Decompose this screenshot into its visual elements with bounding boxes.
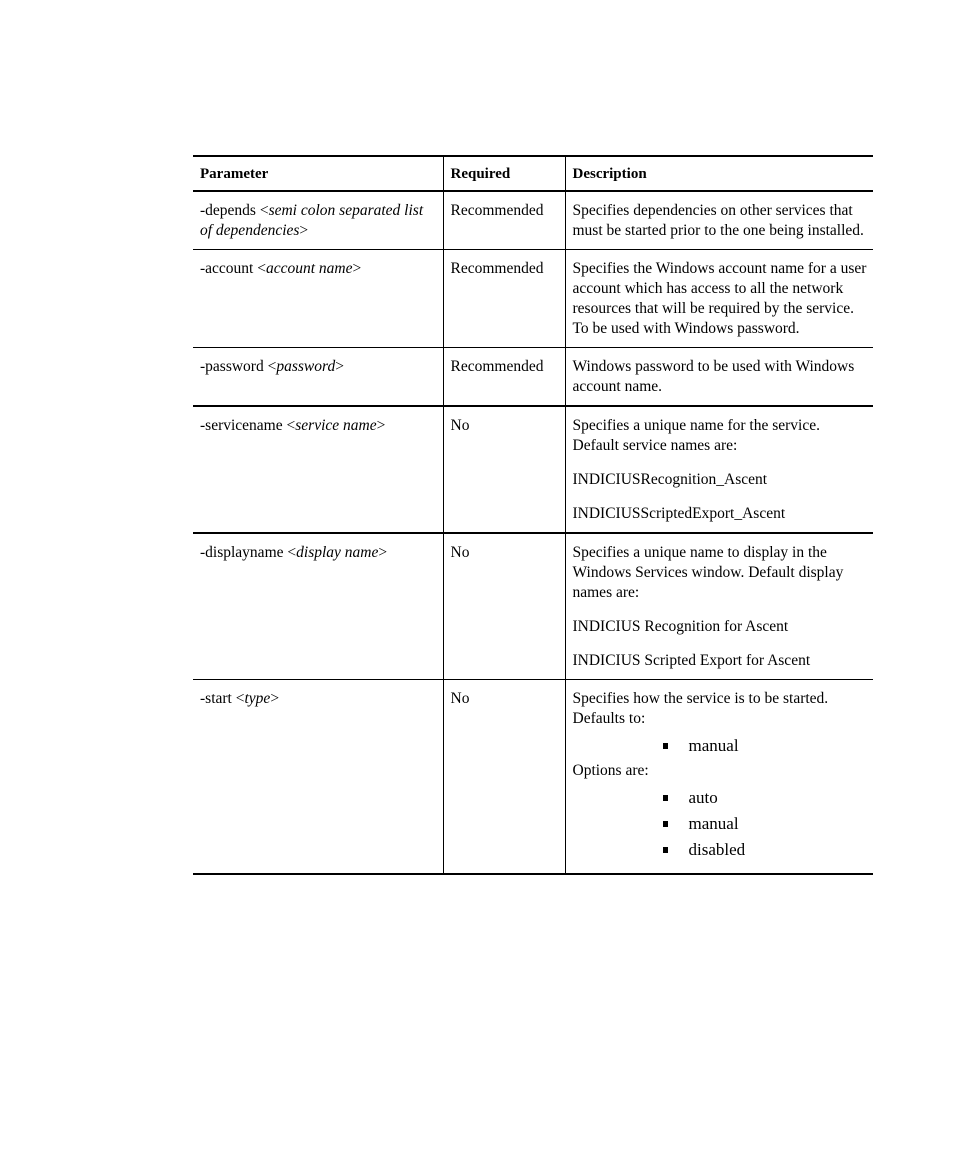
parameter-cell: -account <account name> [193,250,443,348]
parameter-cell: -displayname <display name> [193,533,443,680]
description-text: Specifies how the service is to be started. Defaults to: [572,690,829,727]
description-cell [565,191,873,250]
parameter-name: -servicename [200,417,283,434]
options-list [573,785,868,863]
default-service-name: INDICIUSRecognition_Ascent [572,471,768,488]
description-cell [565,250,873,348]
description-cell [565,406,873,533]
header-required: Required [443,156,565,191]
parameter-placeholder: type [244,690,271,707]
parameter-cell: -password <password> [193,348,443,407]
default-display-name: INDICIUS Recognition for Ascent [572,618,789,635]
description-text: Specifies the Windows account name for a user account which has access to all the network resources that will be required by the service. To be used with Windows password. [572,260,867,337]
parameter-name: -account [200,260,254,277]
list-item: auto [663,785,868,811]
list-item: manual [663,733,868,759]
description-cell [565,533,873,680]
options-label: Options are: [572,762,649,779]
description-text: Windows password to be used with Windows account name. [572,358,855,395]
parameter-name: -password [200,358,264,375]
parameter-cell: -start <type> [193,680,443,875]
parameter-cell: -servicename <service name> [193,406,443,533]
list-item: manual [663,811,868,837]
required-cell: No [443,533,565,680]
parameter-cell: -depends <semi colon separated list of dependencies> [193,191,443,250]
description-cell [565,348,873,407]
table-row [193,680,873,875]
required-cell: Recommended [443,250,565,348]
required-cell: No [443,406,565,533]
description-text: Specifies a unique name to display in the Windows Services window. Default display names are: [572,544,844,601]
required-cell: Recommended [443,191,565,250]
default-display-name: INDICIUS Scripted Export for Ascent [572,652,811,669]
parameter-name: -start [200,690,232,707]
table-row [193,348,873,407]
description-text: Specifies a unique name for the service. Default service names are: [572,417,820,454]
defaults-list [573,733,868,759]
table-row [193,250,873,348]
parameter-placeholder: account name [265,260,353,277]
header-description: Description [565,156,873,191]
table-row [193,406,873,533]
required-cell: Recommended [443,348,565,407]
parameter-placeholder: display name [296,544,379,561]
parameter-placeholder: password [276,358,336,375]
default-service-name: INDICIUSScriptedExport_Ascent [572,505,786,522]
required-cell: No [443,680,565,875]
parameter-placeholder: service name [295,417,377,434]
header-parameter: Parameter [193,156,443,191]
table-row [193,533,873,680]
parameter-placeholder: semi colon separated list of dependencies [200,202,424,239]
table-row [193,191,873,250]
parameter-name: -displayname [200,544,284,561]
list-item: disabled [663,837,868,863]
parameter-table [193,155,873,875]
parameter-name: -depends [200,202,256,219]
description-cell [565,680,873,875]
description-text: Specifies dependencies on other services that must be started prior to the one being installed. [572,202,864,239]
table-header-row [193,156,873,191]
